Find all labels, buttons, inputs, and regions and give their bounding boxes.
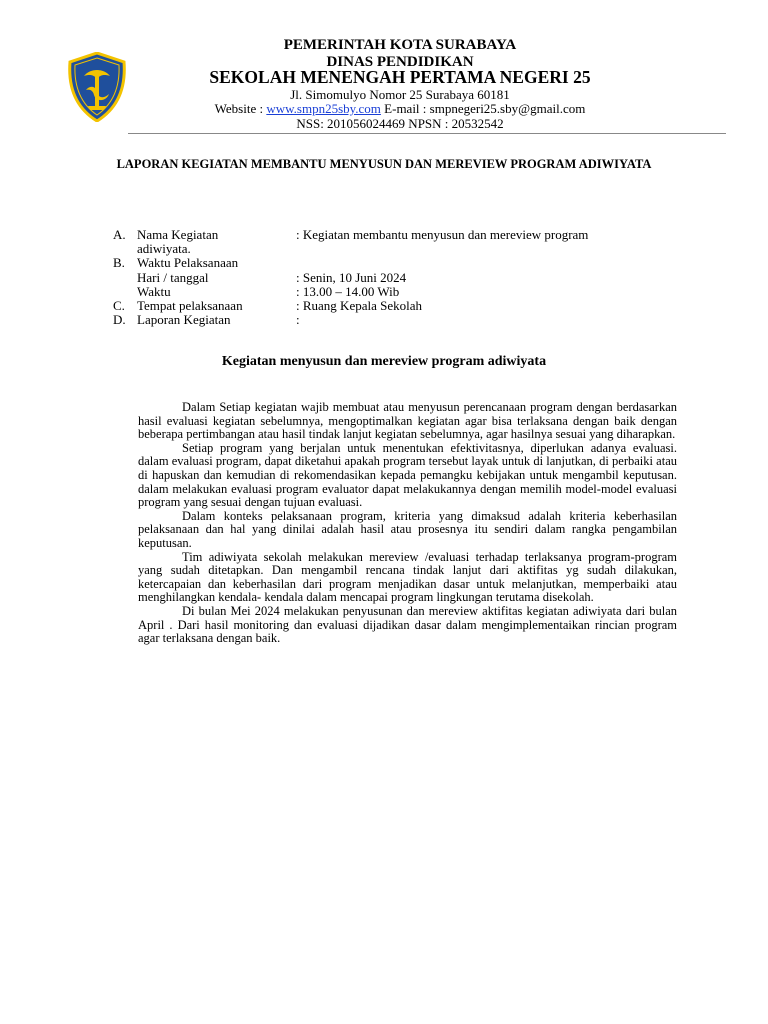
detail-value: : Senin, 10 Juni 2024 <box>296 269 407 285</box>
website-label: Website : <box>214 101 267 116</box>
report-body <box>138 401 677 646</box>
website-link[interactable]: www.smpn25sby.com <box>266 101 381 116</box>
header-divider <box>128 133 726 134</box>
school-address: Jl. Simomulyo Nomor 25 Surabaya 60181 <box>290 87 510 102</box>
body-paragraph: Dalam Setiap kegiatan wajib membuat atau menyusun perencanaan program dengan berdasarkan hasil evaluasi kegiatan sebelumnya, mengoptimalkan kegiatan agar bisa terlaksana dengan baik dengan beberapa pertimbangan atau hasil tindak lanjut kegiatan sebelumnya, agar hasilnya sesuai yang diharapkan. <box>138 400 677 442</box>
body-paragraph: Di bulan Mei 2024 melakukan penyusunan dan mereview aktifitas kegiatan adiwiyata dari bulan April . Dari hasil monitoring dan evaluasi dijadikan dasar dalam mengimplementaikan rincian program agar terlaksana dengan baik. <box>138 603 677 646</box>
detail-label: Waktu <box>137 283 171 299</box>
detail-value: : <box>296 312 300 328</box>
body-paragraph: Tim adiwiyata sekolah melakukan mereview /evaluasi terhadap terlaksanya program-program yang sudah ditetapkan. Dan mengambil rencana tindak lanjut dari aktifitas yg sudah dilakukan, ketercapaian dan keberhasilan dari program menjadikan dasar untuk melanjutkan, memperbaiki atau menghilangkan kendala- kendala dalam mencapai program lingkungan terutama disekolah. <box>138 549 677 605</box>
detail-letter: B. <box>113 255 125 271</box>
section-title: Kegiatan menyusun dan mereview program adiwiyata <box>221 354 547 369</box>
detail-letter: C. <box>113 297 125 313</box>
body-paragraph: Setiap program yang berjalan untuk menentukan efektivitasnya, diperlukan adanya evaluasi. dalam evaluasi program, dapat diketahui apakah program tersebut layak untuk di lanjutkan, di perbaiki atau di hapuskan dan kemudian di rekomendasikan kepada pemangku kebijakan untuk mengambil keputusan. dalam melakukan evaluasi program evaluator dapat melakukannya dengan memilih model-model evaluasi program yang sesuai dengan tujuan evaluasi. <box>138 440 677 510</box>
surabaya-crest-icon <box>66 52 128 122</box>
detail-value: : 13.00 – 14.00 Wib <box>296 283 400 299</box>
detail-letter: A. <box>113 227 126 242</box>
school-name: SEKOLAH MENENGAH PERTAMA NEGERI 25 <box>209 67 591 87</box>
detail-letter: D. <box>113 312 126 328</box>
department-name: DINAS PENDIDIKAN <box>326 54 474 70</box>
detail-value: : Kegiatan membantu menyusun dan mereview program <box>296 227 589 242</box>
detail-label: Waktu Pelaksanaan <box>137 255 239 271</box>
body-paragraph: Dalam konteks pelaksanaan program, kriteria yang dimaksud adalah kriteria keberhasilan pelaksanaan dan hal yang dinilai adalah hasil atau prosesnya itu sendiri dalam rangka pengambilan keputusan. <box>138 508 677 550</box>
email-text: E-mail : smpnegeri25.sby@gmail.com <box>380 101 586 116</box>
detail-label: Laporan Kegiatan <box>137 312 231 328</box>
detail-label: Hari / tanggal <box>137 269 209 285</box>
detail-label: adiwiyata. <box>137 241 191 257</box>
report-title: LAPORAN KEGIATAN MEMBANTU MENYUSUN DAN MEREVIEW PROGRAM ADIWIYATA <box>116 157 652 171</box>
detail-label: Nama Kegiatan <box>137 227 219 242</box>
detail-value: : Ruang Kepala Sekolah <box>296 297 422 313</box>
nss-npsn: NSS: 201056024469 NPSN : 20532542 <box>296 116 504 131</box>
contact-line <box>130 102 670 115</box>
government-name: PEMERINTAH KOTA SURABAYA <box>283 37 517 53</box>
detail-label: Tempat pelaksanaan <box>137 297 243 313</box>
